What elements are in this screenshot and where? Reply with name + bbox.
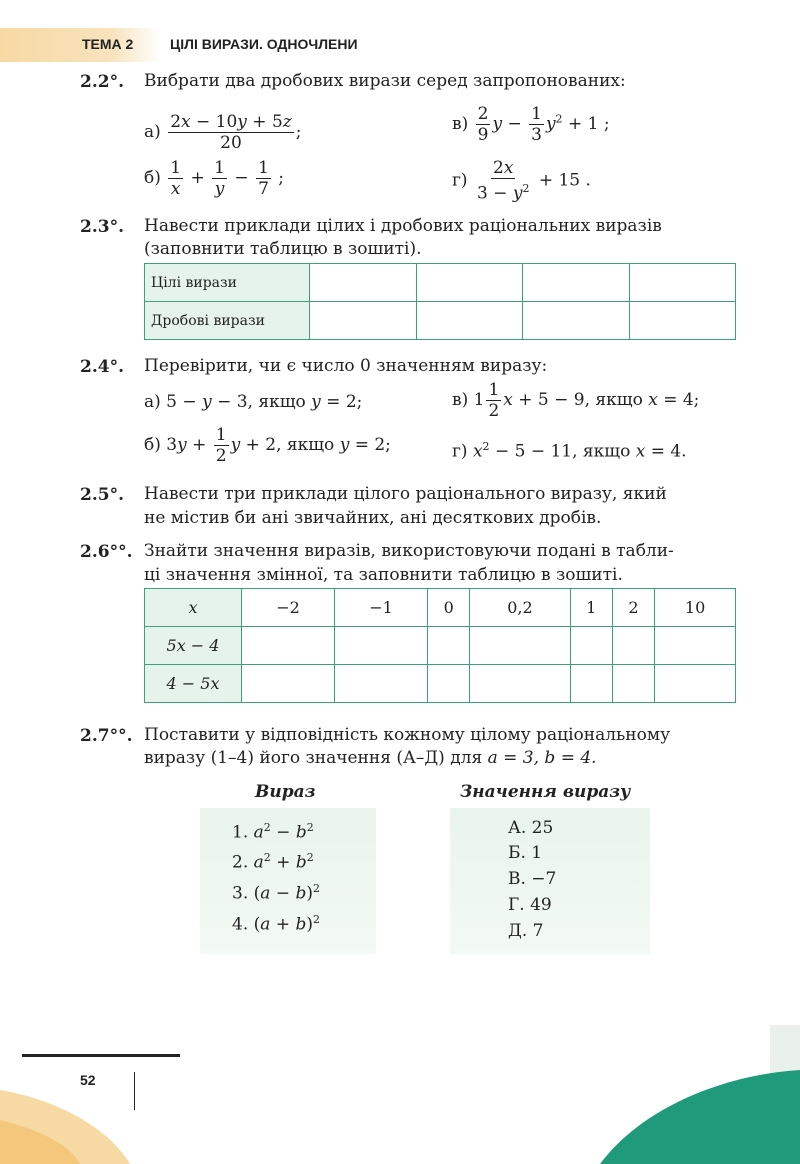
list-item: 1. $a^2 - b^2$ [232,821,314,843]
problem-text-cont: (заповнити таблицю в зошиті). [144,239,422,259]
col-header: 0 [428,589,470,627]
row-label: 5x − 4 [145,627,242,665]
problem-text: Знайти значення виразів, використовуючи подані в табли- [144,541,674,561]
problem-text-cont: не містив би ані звичайних, ані десяткових дробів. [144,508,602,528]
option-v: в) 1 $\frac{1}{2}$ x + 5 − 9, якщо x = 4; [452,380,700,421]
option-g: г) $x^2 - 5 - 11$, якщо x = 4. [452,440,687,462]
problem-number: 2.6°°. [80,542,133,562]
col-header: −1 [335,589,428,627]
col-header: x [145,589,242,627]
column-title-values: Значення виразу [460,782,631,802]
row-label: 4 − 5x [145,665,242,703]
problem-text: Навести три приклади цілого раціонального виразу, який [144,484,667,504]
problem-text-cont: ці значення змінної, та заповнити таблицю в зошиті. [144,565,623,585]
option-b: б) $\frac{1}{x}$ + $\frac{1}{y}$ − $\frac{1}{7}$ ; [144,158,285,199]
problem-text: Вибрати два дробових вирази серед запропонованих: [144,71,626,91]
col-header: 0,2 [470,589,570,627]
section-label: ТЕМА 2 [82,36,134,52]
problem-number: 2.2°. [80,72,124,92]
column-title-expressions: Вираз [255,782,316,802]
col-header: 1 [570,589,612,627]
problem-number: 2.7°°. [80,726,133,746]
list-item: В. −7 [508,869,557,889]
teal-swoosh [600,1070,800,1164]
page-number: 52 [80,1072,96,1088]
problem-number: 2.4°. [80,357,124,377]
list-item: 3. $(a - b)^2$ [232,882,320,904]
row-label: Цілі вирази [145,264,310,302]
section-title: ЦІЛІ ВИРАЗИ. ОДНОЧЛЕНИ [170,36,358,52]
problem-number: 2.5°. [80,485,124,505]
option-b: б) 3y + $\frac{1}{2}$ y + 2, якщо y = 2; [144,425,391,466]
list-item: 2. $a^2 + b^2$ [232,851,314,873]
problem-text: Поставити у відповідність кожному цілому раціональному [144,725,671,745]
col-header: −2 [242,589,335,627]
list-item: Д. 7 [508,921,544,941]
list-item: Б. 1 [508,843,543,863]
row-label: Дробові вирази [145,302,310,340]
list-item: 4. $(a + b)^2$ [232,913,320,935]
option-v: в) $\frac{2}{9}$ y − $\frac{1}{3}$ $y^2 + 1$ ; [452,104,610,145]
problem-text: Перевірити, чи є число 0 значенням виразу: [144,356,548,376]
col-header: 2 [612,589,654,627]
list-item: Г. 49 [508,895,552,915]
problem-text: Навести приклади цілих і дробових раціональних виразів [144,216,662,236]
option-a: а) $\frac{2x - 10y + 5z}{20}$ ; [144,112,302,153]
list-item: А. 25 [508,818,554,838]
col-header: 10 [655,589,736,627]
problem-number: 2.3°. [80,217,124,237]
option-g: г) $\frac{2x}{3 - y^2}$ + 15 . [452,158,591,204]
option-a: а) 5 − y − 3, якщо y = 2; [144,392,363,412]
problem-text-cont: виразу (1–4) його значення (А–Д) для a = 3, b = 4. [144,748,597,768]
